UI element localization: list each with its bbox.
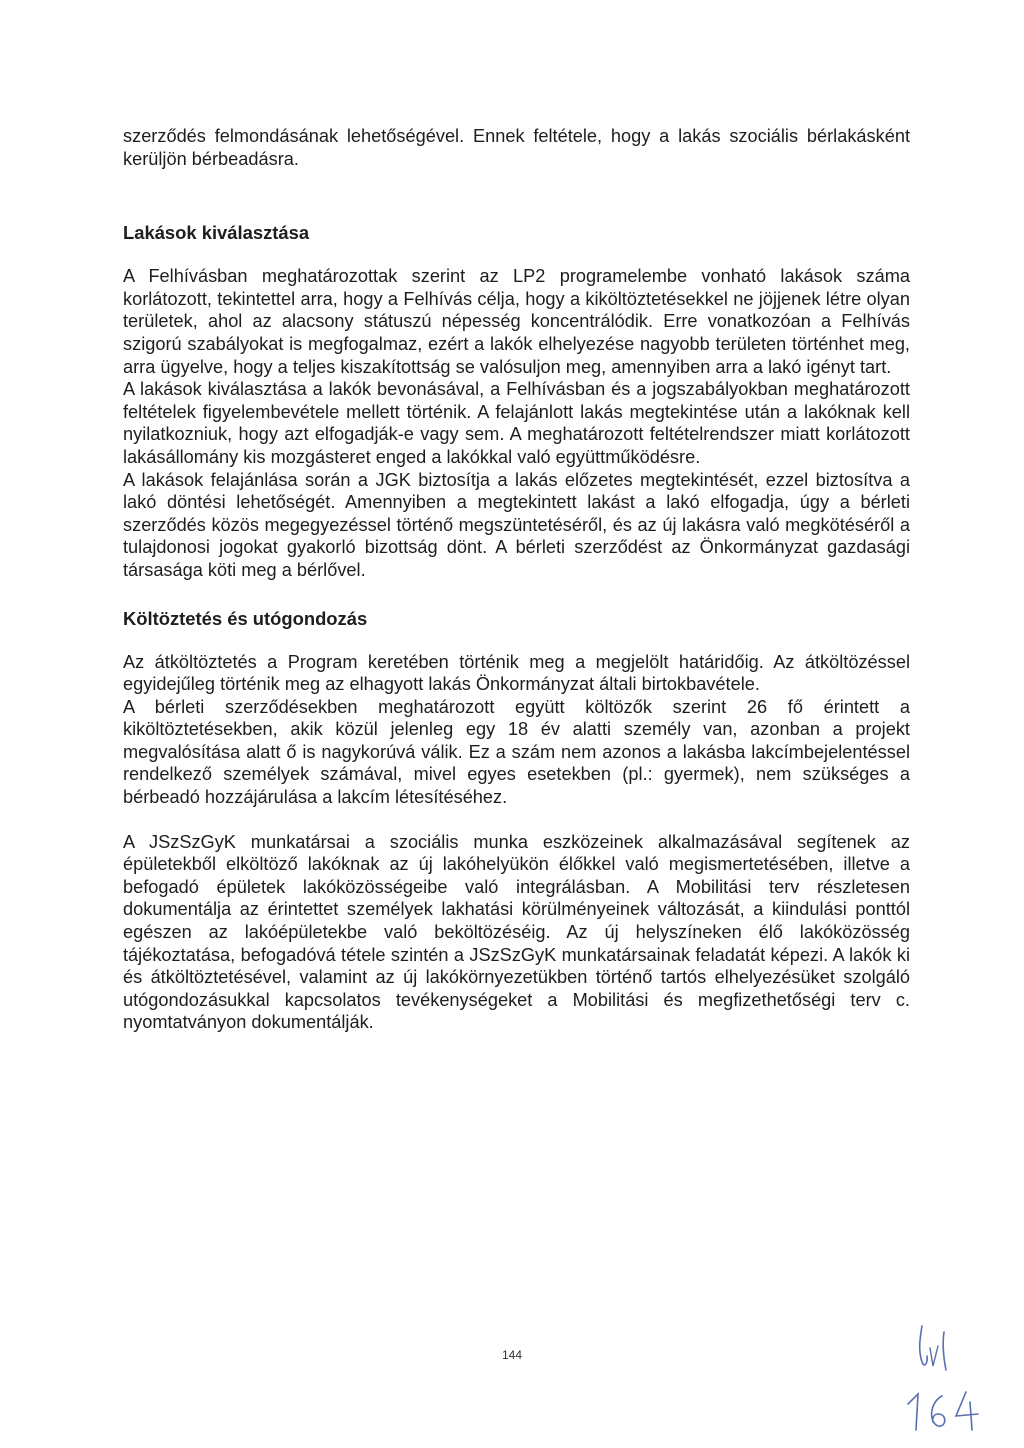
section2-paragraph-3: A JSzSzGyK munkatársai a szociális munka eszközeinek alkalmazásával segítenek az épületekből elköltöző lakóknak az új lakóhelyükön élőkkel való megismertetésében, illetve a befogadó épületek lakóközösségeibe való integrálásban. A Mobilitási terv részletesen dokumentálja az érintettet személyek lakhatási körülményeinek változását, a kiindulási ponttól egészen az lakóépületekbe való beköltözéséig. Az új helyszíneken élő lakóközösség tájékoztatása, befogadóvá tétele szintén a JSzSzGyK munkatársainak feladatát képezi. A lakók ki és átköltöztetésével, valamint az új lakókörnyezetükben történő tartós elhelyezésüket szolgáló utógondozásukkal kapcsolatos tevékenységeket a Mobilitási és megfizethetőségi terv c. nyomtatványon dokumentálják. <box>123 831 910 1033</box>
section1-paragraph-3: A lakások felajánlása során a JGK biztosítja a lakás előzetes megtekintését, ezzel biztosítva a lakó döntési lehetőségét. Amennyiben a megtekintett lakást a lakó elfogadja, úgy a bérleti szerződés közös megegyezéssel történő megszüntetéséről, és az új lakásra való megkötéséről a tulajdonosi jogokat gyakorló bizottság dönt. A bérleti szerződést az Önkormányzat gazdasági társasága köti meg a bérlővel. <box>123 469 910 580</box>
section1-paragraph-1: A Felhívásban meghatározottak szerint az LP2 programelembe vonható lakások száma korlátozott, tekintettel arra, hogy a Felhívás célja, hogy a kiköltöztetésekkel ne jöjjenek létre olyan területek, ahol az alacsony státuszú népesség koncentrálódik. Erre vonatkozóan a Felhívás szigorú szabályokat is megfogalmaz, ezért a lakók elhelyezése nagyobb területen történhet meg, arra ügyelve, hogy a teljes kiszakítottság se valósuljon meg, amennyiben arra a lakó igényt tart. <box>123 266 910 377</box>
section1-paragraph-2: A lakások kiválasztása a lakók bevonásával, a Felhívásban és a jogszabályokban meghatározott feltételek figyelembevétele mellett történik. A felajánlott lakás megtekintése után a lakóknak kell nyilatkozniuk, hogy azt elfogadják-e vagy sem. A meghatározott feltételrendszer miatt korlátozott lakásállomány kis mozgásteret enged a lakókkal való együttműködésre. <box>123 379 910 467</box>
section2-paragraph-2: A bérleti szerződésekben meghatározott együtt költözők szerint 26 fő érintett a kiköltöztetésekben, akik közül jelenleg egy 18 év alatti személy van, azonban a projekt megvalósítása alatt ő is nagykorúvá válik. Ez a szám nem azonos a lakásba lakcímbejelentéssel rendelkező személyek számával, mivel egyes esetekben (pl.: gyermek), nem szükséges a bérbeadó hozzájárulása a lakcím létesítéséhez. <box>123 696 910 808</box>
document-page <box>123 125 910 1034</box>
intro-paragraph: szerződés felmondásának lehetőségével. Ennek feltétele, hogy a lakás szociális bérlakásként kerüljön bérbeadásra. <box>123 126 910 169</box>
section-heading-lakasok-kivalasztasa: Lakások kiválasztása <box>123 222 310 244</box>
section-heading-koltoztetes-es-utogondozas: Költöztetés és utógondozás <box>123 607 368 629</box>
section2-paragraph-1: Az átköltöztetés a Program keretében történik meg a megjelölt határidőig. Az átköltözéssel egyidejűleg történik meg az elhagyott lakás Önkormányzat általi birtokbavétele. <box>123 651 910 695</box>
page-number: 144 <box>501 1348 523 1362</box>
handwritten-signature-icon <box>900 1318 1010 1438</box>
